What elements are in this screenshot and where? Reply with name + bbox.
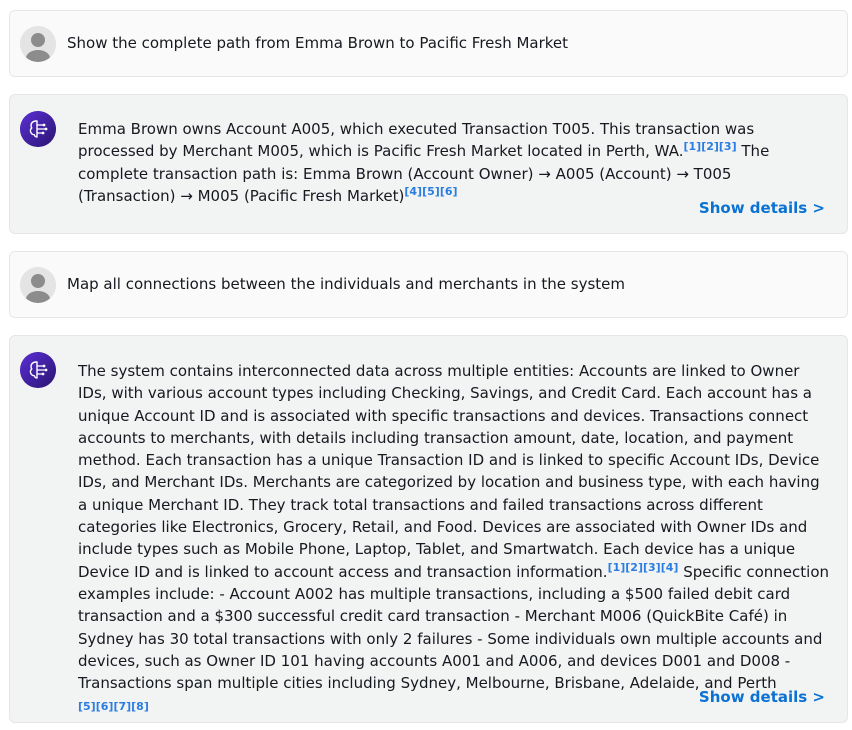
citation-link[interactable]: [2] bbox=[701, 140, 719, 154]
citation-link[interactable]: [5] bbox=[422, 184, 440, 198]
citation-link[interactable]: [6] bbox=[95, 700, 114, 714]
assistant-text-part1: Emma Brown owns Account A005, which executed Transaction T005. This transaction was processed by Merchant M005, which is Pacific Fresh Market located in Perth, WA. bbox=[78, 120, 755, 161]
citation-link[interactable]: [4] bbox=[404, 184, 423, 198]
user-message bbox=[9, 251, 848, 318]
user-message-text: Show the complete path from Emma Brown to Pacific Fresh Market bbox=[67, 34, 569, 52]
assistant-text-part1: The system contains interconnected data across multiple entities: Accounts are linked to Owner IDs, with various account types including Checking, Savings, and Credit Card. Each account has a unique Account ID and is associated with specific transactions and devices. Transactions connect accounts to merchants, with details including transaction amount, date, location, and payment method. Each transaction has a unique Transaction ID and is linked to specific Account IDs, Device IDs, and Merchant IDs. Merchants are categorized by location and business type, with each having a unique Merchant ID. They track total transactions and failed transactions across different categories like Electronics, Grocery, Retail, and Food. Devices are associated with Owner IDs and include types such as Mobile Phone, Laptop, Tablet, and Smartwatch. Each device has a unique Device ID and is linked to account access and transaction information. bbox=[78, 362, 820, 581]
citation-link[interactable]: [3] bbox=[643, 560, 661, 574]
user-message-text: Map all connections between the individuals and merchants in the system bbox=[67, 275, 625, 293]
ai-brain-icon bbox=[20, 111, 56, 147]
citation-link[interactable]: [1] bbox=[683, 140, 702, 154]
show-details-button[interactable]: Show details > bbox=[698, 199, 825, 217]
citation-link[interactable]: [6] bbox=[439, 184, 458, 198]
citation-link[interactable]: [8] bbox=[131, 700, 149, 714]
citation-link[interactable]: [3] bbox=[718, 140, 737, 154]
assistant-message-text bbox=[78, 360, 830, 719]
assistant-text-part2: The complete transaction path is: Emma Brown (Account Owner) → A005 (Account) → T005 (Transaction) → M005 (Pacific Fresh Market) bbox=[78, 142, 770, 205]
user-avatar-icon bbox=[20, 26, 56, 62]
assistant-text-part2: Specific connection examples include: - Account A002 has multiple transactions, including a $500 failed debit card transaction and a $300 successful credit card transaction - Merchant M006 (QuickBite Café) in Sydney has 30 total transactions with only 2 failures - Some individuals own multiple accounts and devices, such as Owner ID 101 having accounts A001 and A006, and devices D001 and D008 - Transactions span multiple cities including Sydney, Melbourne, Brisbane, Adelaide, and Perth bbox=[78, 562, 830, 693]
assistant-message bbox=[9, 94, 848, 234]
assistant-message bbox=[9, 335, 848, 723]
user-avatar-icon bbox=[20, 267, 56, 303]
citation-link[interactable]: [7] bbox=[113, 700, 132, 714]
citation-link[interactable]: [5] bbox=[78, 700, 96, 714]
ai-brain-icon bbox=[20, 352, 56, 388]
citation-link[interactable]: [2] bbox=[625, 560, 643, 574]
citation-link[interactable]: [4] bbox=[660, 560, 679, 574]
user-message bbox=[9, 10, 848, 77]
assistant-message-text bbox=[78, 118, 830, 207]
show-details-button[interactable]: Show details > bbox=[698, 688, 825, 706]
citation-link[interactable]: [1] bbox=[607, 560, 626, 574]
